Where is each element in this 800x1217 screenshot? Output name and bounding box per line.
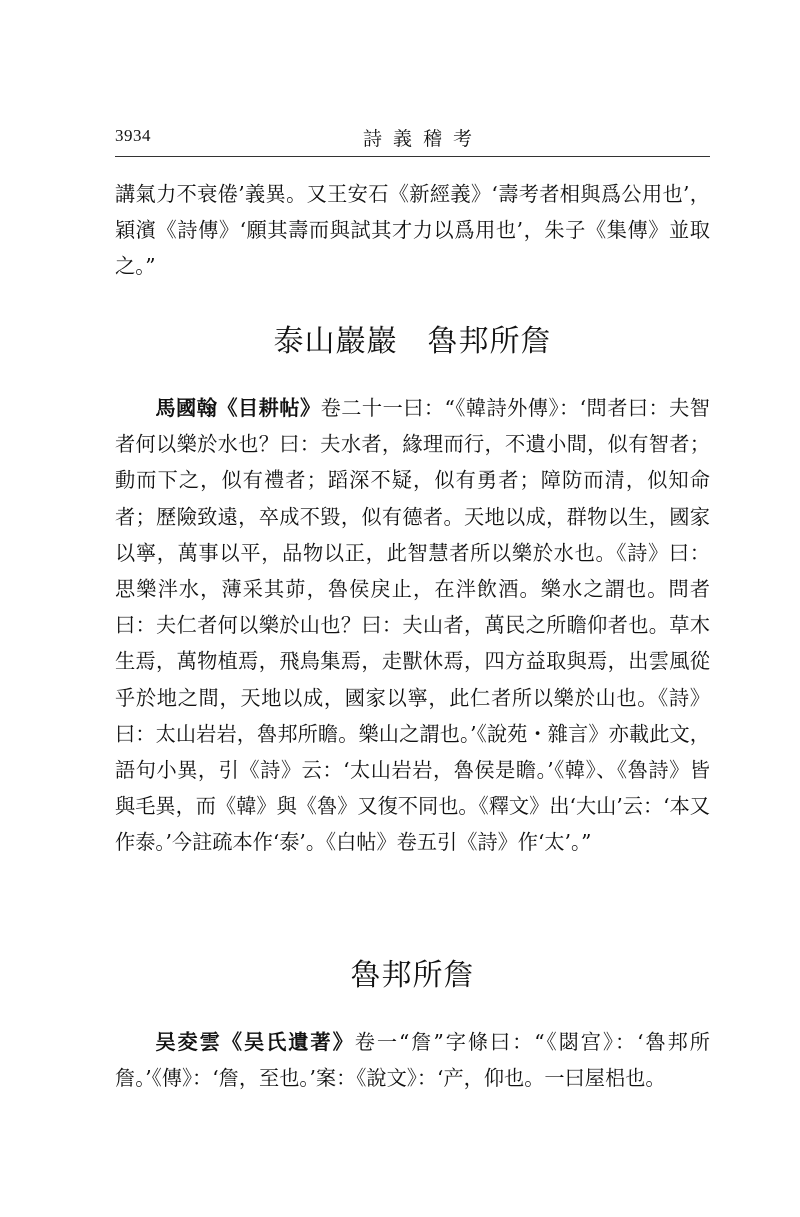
source-citation: 馬國翰《目耕帖》 xyxy=(155,396,321,420)
section1-body: 卷二十一曰：“《韓詩外傳》：‘問者曰：夫智者何以樂於水也？曰：夫水者，緣理而行，不遺小間，似有智者；動而下之，似有禮者；蹈深不疑，似有勇者；障防而清，似知命者；歷險致遠，卒成不毀，似有德者。天地以成，群物以生，國家以寧，萬事以平，品物以正，此智慧者所以樂於水也。《詩》曰：思樂泮水，薄采其茆，魯侯戾止，在泮飲酒。樂水之謂也。問者曰：夫仁者何以樂於山也？曰：夫山者，萬民之所瞻仰者也。草木生焉，萬物植焉，飛鳥集焉，走獸休焉，四方益取與焉，出雲風從乎於地之間，天地以成，國家以寧，此仁者所以樂於山也。《詩》曰：太山岩岩，魯邦所瞻。樂山之謂也。’《說苑・雜言》亦載此文，語句小異，引《詩》云：‘太山岩岩，魯侯是瞻。’《韓》、《魯詩》皆與毛異，而《韓》與《魯》又復不同也。《釋文》出‘大山’云：‘本又作泰。’今註疏本作‘泰’。《白帖》卷五引《詩》作‘太’。” xyxy=(115,396,710,855)
section-heading-lubang: 魯邦所詹 xyxy=(350,958,475,993)
section2-paragraph xyxy=(115,1024,710,1096)
heading-part-2: 魯邦所詹 xyxy=(427,324,552,359)
section2-body: 卷一“詹”字條曰：“《閟宫》：‘魯邦所詹。’《傳》：‘詹，至也。’案：《說文》：‘产，仰也。一曰屋梠也。 xyxy=(115,1030,710,1091)
running-title: 詩義稽考 xyxy=(363,128,484,150)
source-citation: 吴夌雲《吴氏遺著》 xyxy=(155,1030,355,1054)
heading-part-1: 泰山巖巖 xyxy=(273,324,398,359)
page-number: 3934 xyxy=(115,126,151,145)
header-rule xyxy=(115,156,710,157)
page-header xyxy=(115,124,710,154)
continuation-paragraph: 講氣力不衰倦’義異。又王安石《新經義》‘壽考者相與爲公用也’，穎濱《詩傳》‘願其壽而與試其才力以爲用也’，朱子《集傳》並取之。” xyxy=(115,182,710,279)
section1-paragraph xyxy=(115,390,710,861)
section-heading-taishan xyxy=(115,316,710,360)
